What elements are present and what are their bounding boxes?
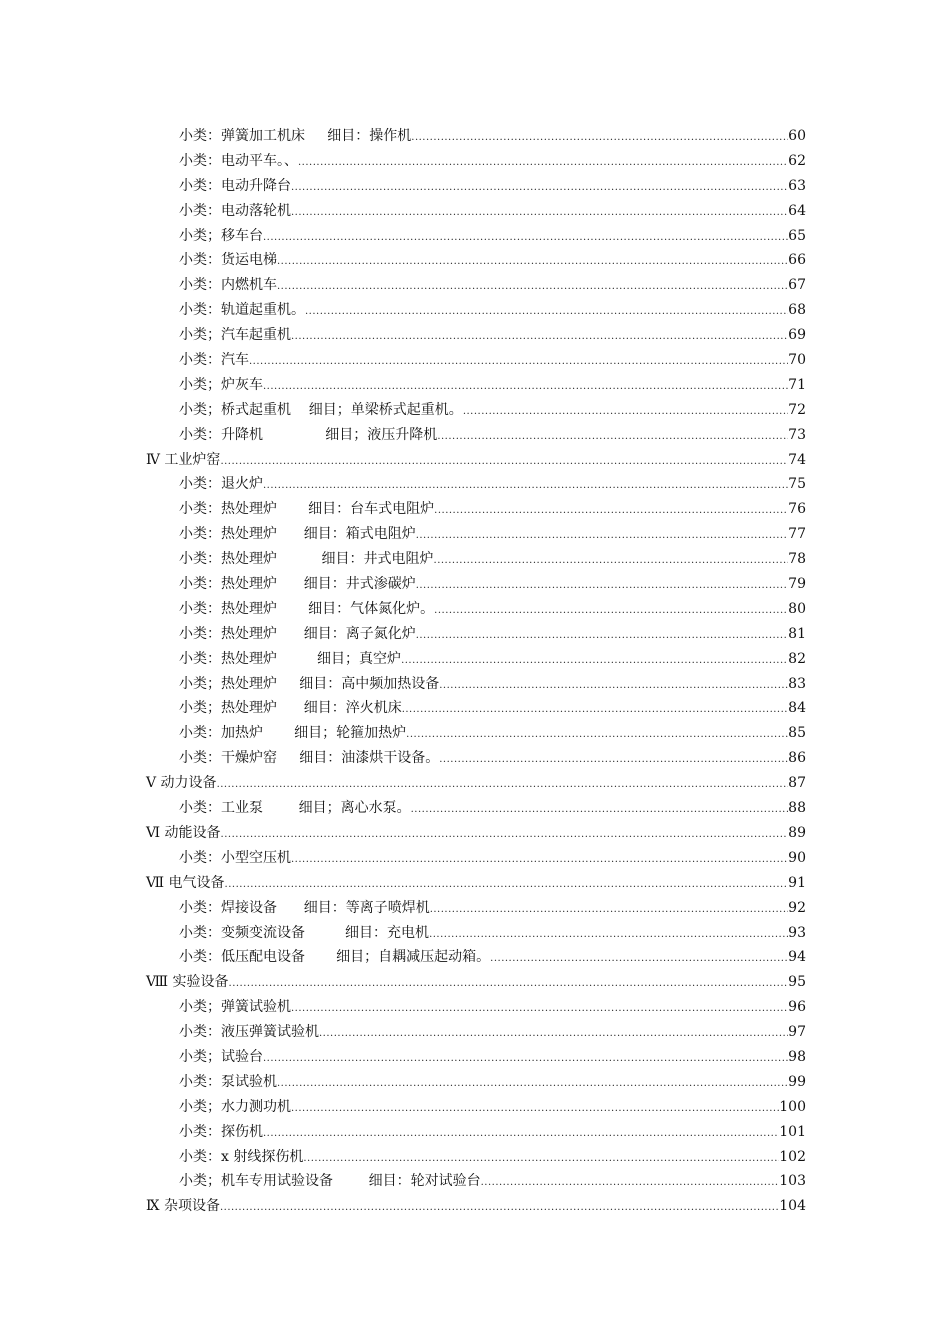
dot-leader [463,400,788,425]
dot-leader [298,151,788,176]
toc-subentry[interactable] [146,597,806,622]
dot-leader [437,425,788,450]
toc-subentry[interactable] [146,896,806,921]
dot-leader [225,873,789,898]
toc-subentry[interactable] [146,647,806,672]
toc-subentry[interactable] [146,721,806,746]
toc-page-number: 104 [779,1198,806,1215]
dot-leader [291,848,788,873]
toc-page-number: 68 [788,302,806,319]
toc-page-number: 90 [788,849,806,866]
dot-leader [406,723,788,748]
toc-section-entry[interactable] [146,1194,806,1219]
dot-leader [249,350,788,375]
toc-subentry[interactable] [146,1145,806,1170]
toc-page-number: 79 [788,576,806,593]
table-of-contents [146,124,806,1219]
dot-leader [481,1171,780,1196]
toc-entry-label: 小类：探伤机 [179,1123,263,1140]
dot-leader [305,300,788,325]
dot-leader [291,176,788,201]
dot-leader [220,450,788,475]
toc-entry-label: 小类：电动平车。、 [179,152,298,169]
toc-subentry[interactable] [146,672,806,697]
toc-subentry[interactable] [146,398,806,423]
toc-subentry[interactable] [146,522,806,547]
dot-leader [291,325,788,350]
toc-section-entry[interactable] [146,821,806,846]
toc-subentry[interactable] [146,796,806,821]
dot-leader [263,474,788,499]
toc-entry-label: 小类：干燥炉窑 细目：油漆烘干设备。 [179,750,440,767]
toc-subentry[interactable] [146,373,806,398]
dot-leader [291,201,788,226]
dot-leader [291,1097,779,1122]
toc-page-number: 78 [788,551,806,568]
dot-leader [490,947,788,972]
toc-page-number: 103 [779,1173,806,1190]
toc-entry-label: 小类：热处理炉 细目：台车式电阻炉 [179,501,435,518]
toc-page-number: 81 [788,625,806,642]
toc-entry-label: 小类：焊接设备 细目：等离子喷焊机 [179,899,430,916]
dot-leader [439,674,788,699]
toc-entry-label: 小类：热处理炉 细目；真空炉 [179,650,402,667]
toc-page-number: 63 [788,177,806,194]
dot-leader [221,823,789,848]
toc-subentry[interactable] [146,1020,806,1045]
toc-page-number: 86 [788,750,806,767]
toc-entry-label: 小类：热处理炉 细目：井式渗碳炉 [179,576,416,593]
toc-page-number: 70 [788,352,806,369]
toc-page-number: 87 [788,775,806,792]
dot-leader [429,923,788,948]
toc-entry-label: 小类；热处理炉 细目：高中频加热设备 [179,675,440,692]
toc-entry-label: 小类：电动落轮机 [179,202,291,219]
dot-leader [217,773,789,798]
toc-page-number: 92 [788,899,806,916]
toc-page-number: 71 [788,376,806,393]
toc-entry-label: Ⅷ 实验设备 [146,974,229,991]
toc-subentry[interactable] [146,572,806,597]
dot-leader [220,1196,779,1221]
dot-leader [416,524,788,549]
toc-page-number: 100 [779,1098,806,1115]
toc-page-number: 83 [788,675,806,692]
toc-entry-label: 小类：热处理炉 细目：箱式电阻炉 [179,526,416,543]
toc-subentry[interactable] [146,124,806,149]
toc-page-number: 101 [779,1123,806,1140]
toc-subentry[interactable] [146,273,806,298]
dot-leader [430,898,788,923]
toc-subentry[interactable] [146,995,806,1020]
toc-entry-label: 小类；桥式起重机 细目；单梁桥式起重机。 [179,401,463,418]
toc-page-number: 95 [788,974,806,991]
toc-subentry[interactable] [146,547,806,572]
dot-leader [229,972,789,997]
toc-subentry[interactable] [146,945,806,970]
toc-entry-label: 小类：低压配电设备 细目；自耦减压起动箱。 [179,949,491,966]
dot-leader [319,1022,788,1047]
toc-page-number: 66 [788,252,806,269]
toc-subentry[interactable] [146,1169,806,1194]
toc-section-entry[interactable] [146,871,806,896]
toc-entry-label: Ⅸ 杂项设备 [146,1198,220,1215]
dot-leader [277,275,788,300]
toc-subentry[interactable] [146,472,806,497]
dot-leader [416,574,788,599]
dot-leader [434,499,788,524]
toc-page-number: 91 [788,874,806,891]
toc-entry-label: 小类：弹簧加工机床 细目：操作机 [179,128,412,144]
dot-leader [263,375,788,400]
toc-page-number: 99 [788,1073,806,1090]
toc-page-number: 74 [788,451,806,468]
dot-leader [416,624,788,649]
toc-entry-label: 小类：热处理炉 细目：气体氮化炉。 [179,600,435,617]
toc-entry-label: 小类；机车专用试验设备 细目：轮对试验台 [179,1173,481,1190]
toc-subentry[interactable] [146,1095,806,1120]
toc-subentry[interactable] [146,696,806,721]
toc-section-entry[interactable] [146,771,806,796]
toc-entry-label: Ⅵ 动能设备 [146,824,221,841]
toc-page-number: 93 [788,924,806,941]
toc-section-entry[interactable] [146,448,806,473]
toc-section-entry[interactable] [146,970,806,995]
toc-entry-label: 小类：小型空压机 [179,849,291,866]
toc-page-number: 96 [788,999,806,1016]
toc-subentry[interactable] [146,174,806,199]
toc-subentry[interactable] [146,1070,806,1095]
toc-subentry[interactable] [146,846,806,871]
toc-page-number: 69 [788,327,806,344]
toc-entry-label: 小类：泵试验机 [179,1073,277,1090]
dot-leader [402,698,788,723]
toc-entry-label: Ⅳ 工业炉窑 [146,451,221,468]
toc-entry-label: 小类：热处理炉 细目：井式电阻炉 [179,551,434,568]
toc-subentry[interactable] [146,224,806,249]
toc-page-number: 80 [788,600,806,617]
toc-entry-label: Ⅴ 动力设备 [146,775,217,792]
toc-subentry[interactable] [146,921,806,946]
toc-entry-label: 小类；弹簧试验机 [179,999,291,1016]
toc-entry-label: 小类；试验台 [179,1048,263,1065]
dot-leader [411,798,789,823]
toc-entry-label: 小类：货运电梯 [179,252,277,269]
toc-page-number: 67 [788,277,806,294]
toc-subentry[interactable] [146,1045,806,1070]
toc-subentry[interactable] [146,423,806,448]
dot-leader [303,1147,779,1172]
toc-subentry[interactable] [146,622,806,647]
dot-leader [439,748,788,773]
dot-leader [434,549,789,574]
toc-entry-label: 小类：加热炉 细目；轮箍加热炉 [179,725,407,742]
toc-entry-label: 小类：退火炉 [179,476,263,493]
toc-subentry[interactable] [146,348,806,373]
dot-leader [291,997,788,1022]
dot-leader [277,250,788,275]
dot-leader [434,599,788,624]
toc-page-number: 102 [779,1148,806,1165]
toc-entry-label: 小类；汽车起重机 [179,327,291,344]
toc-subentry[interactable] [146,497,806,522]
toc-page-number: 75 [788,476,806,493]
toc-entry-label: 小类：电动升降台 [179,177,291,194]
toc-entry-label: 小类；水力测功机 [179,1098,291,1115]
dot-leader [263,226,788,251]
toc-page-number: 82 [788,650,806,667]
toc-subentry[interactable] [146,149,806,174]
toc-entry-label: 小类：工业泵 细目；离心水泵。 [179,800,411,817]
toc-page-number: 72 [788,401,806,418]
toc-page-number: 64 [788,202,806,219]
toc-page-number: 77 [788,526,806,543]
toc-entry-label: 小类；热处理炉 细目：淬火机床 [179,700,402,717]
toc-subentry[interactable] [146,1120,806,1145]
toc-entry-label: 小类：汽车 [179,352,249,369]
toc-page-number: 89 [788,824,806,841]
toc-entry-label: 小类；炉灰车 [179,376,263,393]
toc-page-number: 85 [788,725,806,742]
toc-entry-label: 小类：轨道起重机。 [179,302,305,319]
toc-page-number: 88 [788,800,806,817]
toc-entry-label: 小类；移车台 [179,227,263,244]
toc-page-number: 84 [788,700,806,717]
toc-page-number: 60 [788,128,806,144]
toc-page-number: 73 [788,426,806,443]
toc-page-number: 98 [788,1048,806,1065]
dot-leader [263,1047,788,1072]
toc-page-number: 97 [788,1024,806,1041]
toc-subentry[interactable] [146,323,806,348]
dot-leader [277,1072,788,1097]
toc-page-number: 76 [788,501,806,518]
toc-subentry[interactable] [146,248,806,273]
dot-leader [401,649,788,674]
toc-page-number: 62 [788,152,806,169]
toc-entry-label: 小类：液压弹簧试验机 [179,1024,319,1041]
dot-leader [263,1122,779,1147]
dot-leader [411,126,788,151]
toc-entry-label: 小类：热处理炉 细目：离子氮化炉 [179,625,416,642]
toc-entry-label: Ⅶ 电气设备 [146,874,225,891]
toc-subentry[interactable] [146,746,806,771]
toc-entry-label: 小类：变频变流设备 细目：充电机 [179,924,430,941]
toc-page-number: 65 [788,227,806,244]
toc-entry-label: 小类：升降机 细目；液压升降机 [179,426,438,443]
toc-subentry[interactable] [146,298,806,323]
toc-subentry[interactable] [146,199,806,224]
toc-page-number: 94 [788,949,806,966]
toc-entry-label: 小类：x 射线探伤机 [179,1148,304,1165]
toc-entry-label: 小类：内燃机车 [179,277,277,294]
